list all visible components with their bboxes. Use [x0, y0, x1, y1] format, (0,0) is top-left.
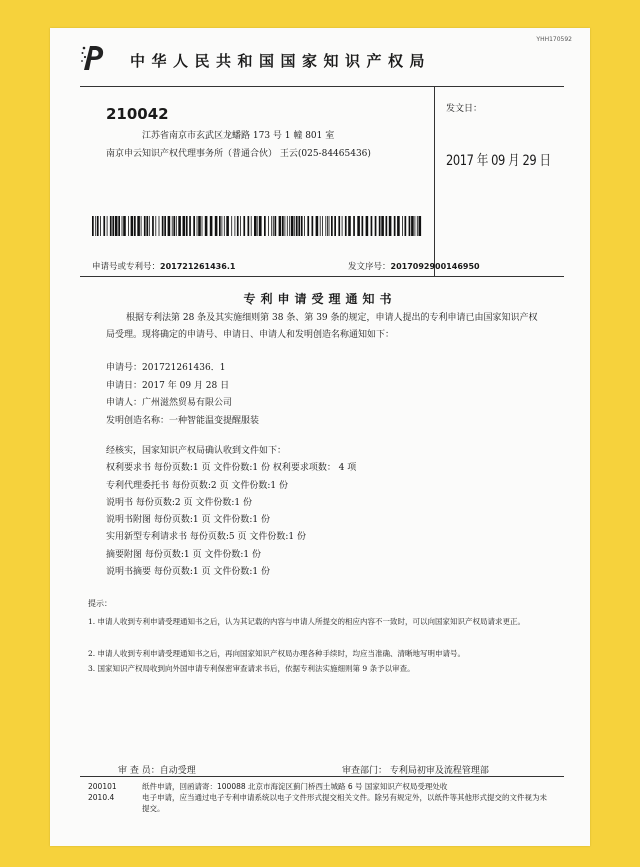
column-divider: [434, 86, 435, 276]
list-item: 摘要附图 每份页数:1 页 文件份数:1 份: [106, 549, 261, 560]
list-item: 说明书摘要 每份页数:1 页 文件份数:1 份: [106, 567, 270, 578]
field-applicant: 申请人：广州滋然贸易有限公司: [106, 398, 233, 408]
document-serial-value: 2017092900146950: [390, 262, 480, 271]
form-codes: [88, 781, 117, 803]
document-title: 专利申请受理通知书: [243, 292, 397, 306]
list-item: 实用新型专利请求书 每份页数:5 页 文件份数:1 份: [106, 532, 306, 543]
issue-date: 2017 年 09 月 29 日: [446, 153, 551, 169]
review-department: 审查部门： 专利局初审及流程管理部: [342, 766, 489, 776]
form-version: 2010.4: [88, 793, 115, 802]
document-serial-label: 发文序号：: [348, 262, 391, 272]
received-intro: 经核实，国家知识产权局确认收到文件如下：: [106, 446, 287, 456]
footer-notes: [142, 781, 552, 814]
office-title: 中华人民共和国国家知识产权局: [130, 52, 432, 70]
serial-number: YHH170592: [536, 36, 572, 43]
tip-item: 1. 申请人收到专利申请受理通知书之后，认为其记载的内容与申请人所提交的相应内容不一致时，可以向国家知识产权局请求更正。: [88, 617, 526, 626]
cnipa-logo-icon: [80, 42, 106, 72]
agency-contact: 南京申云知识产权代理事务所（普通合伙） 王云(025-84465436): [106, 149, 371, 159]
field-filing-date: 申请日：2017 年 09 月 28 日: [106, 380, 230, 391]
reviewer: 审 查 员：自动受理: [118, 766, 196, 776]
tips-label: 提示：: [88, 599, 112, 608]
field-invention-title: 发明创造名称：一种智能温变提醒服装: [106, 415, 260, 426]
header-rule: [80, 86, 564, 87]
field-application-number: 申请号：201721261436．1: [106, 363, 226, 373]
recipient-address: 江苏省南京市玄武区龙蟠路 173 号 1 幢 801 室: [142, 131, 335, 141]
application-number-label: 申请号或专利号：: [92, 262, 161, 272]
notice-document: [50, 28, 590, 846]
intro-paragraph: 根据专利法第 28 条及其实施细则第 38 条、第 39 条的规定，申请人提出的专利申请已由国家知识产权局受理。现将确定的申请号、申请日、申请人和发明创造名称通知如下：: [106, 313, 538, 340]
tip-item: 2. 申请人收到专利申请受理通知书之后，再向国家知识产权局办理各种手续时，均应当准确、清晰地写明申请号。: [88, 649, 466, 658]
postcode: 210042: [106, 105, 169, 123]
list-item: 权利要求书 每份页数:1 页 文件份数:1 份 权利要求项数： 4 项: [106, 463, 357, 474]
electronic-instructions: 电子申请，应当通过电子专利申请系统以电子文件形式提交相关文件。除另有规定外，以纸件等其他形式提交的文件视为未提交。: [142, 793, 547, 813]
barcode-icon: [92, 216, 422, 236]
list-item: 说明书 每份页数:2 页 文件份数:1 份: [106, 497, 252, 508]
received-files-list: [106, 443, 356, 581]
mail-instructions: 纸件申请，回函请寄：100088 北京市海淀区蓟门桥西土城路 6 号 国家知识产权局受理处收: [142, 782, 448, 791]
issue-date-label: 发文日：: [446, 104, 483, 114]
list-item: 说明书附图 每份页数:1 页 文件份数:1 份: [106, 515, 270, 526]
footer-rule: [80, 776, 564, 777]
application-number: [92, 260, 235, 272]
list-item: 专利代理委托书 每份页数:2 页 文件份数:1 份: [106, 480, 288, 491]
form-code: 200101: [88, 782, 117, 791]
number-rule: [80, 276, 564, 277]
document-serial: [348, 260, 480, 272]
tip-item: 3. 国家知识产权局收到向外国申请专利保密审查请求书后，依据专利法实施细则第 9 条予以审查。: [88, 664, 415, 673]
application-fields: [106, 360, 259, 430]
application-number-value: 201721261436.1: [160, 262, 236, 271]
